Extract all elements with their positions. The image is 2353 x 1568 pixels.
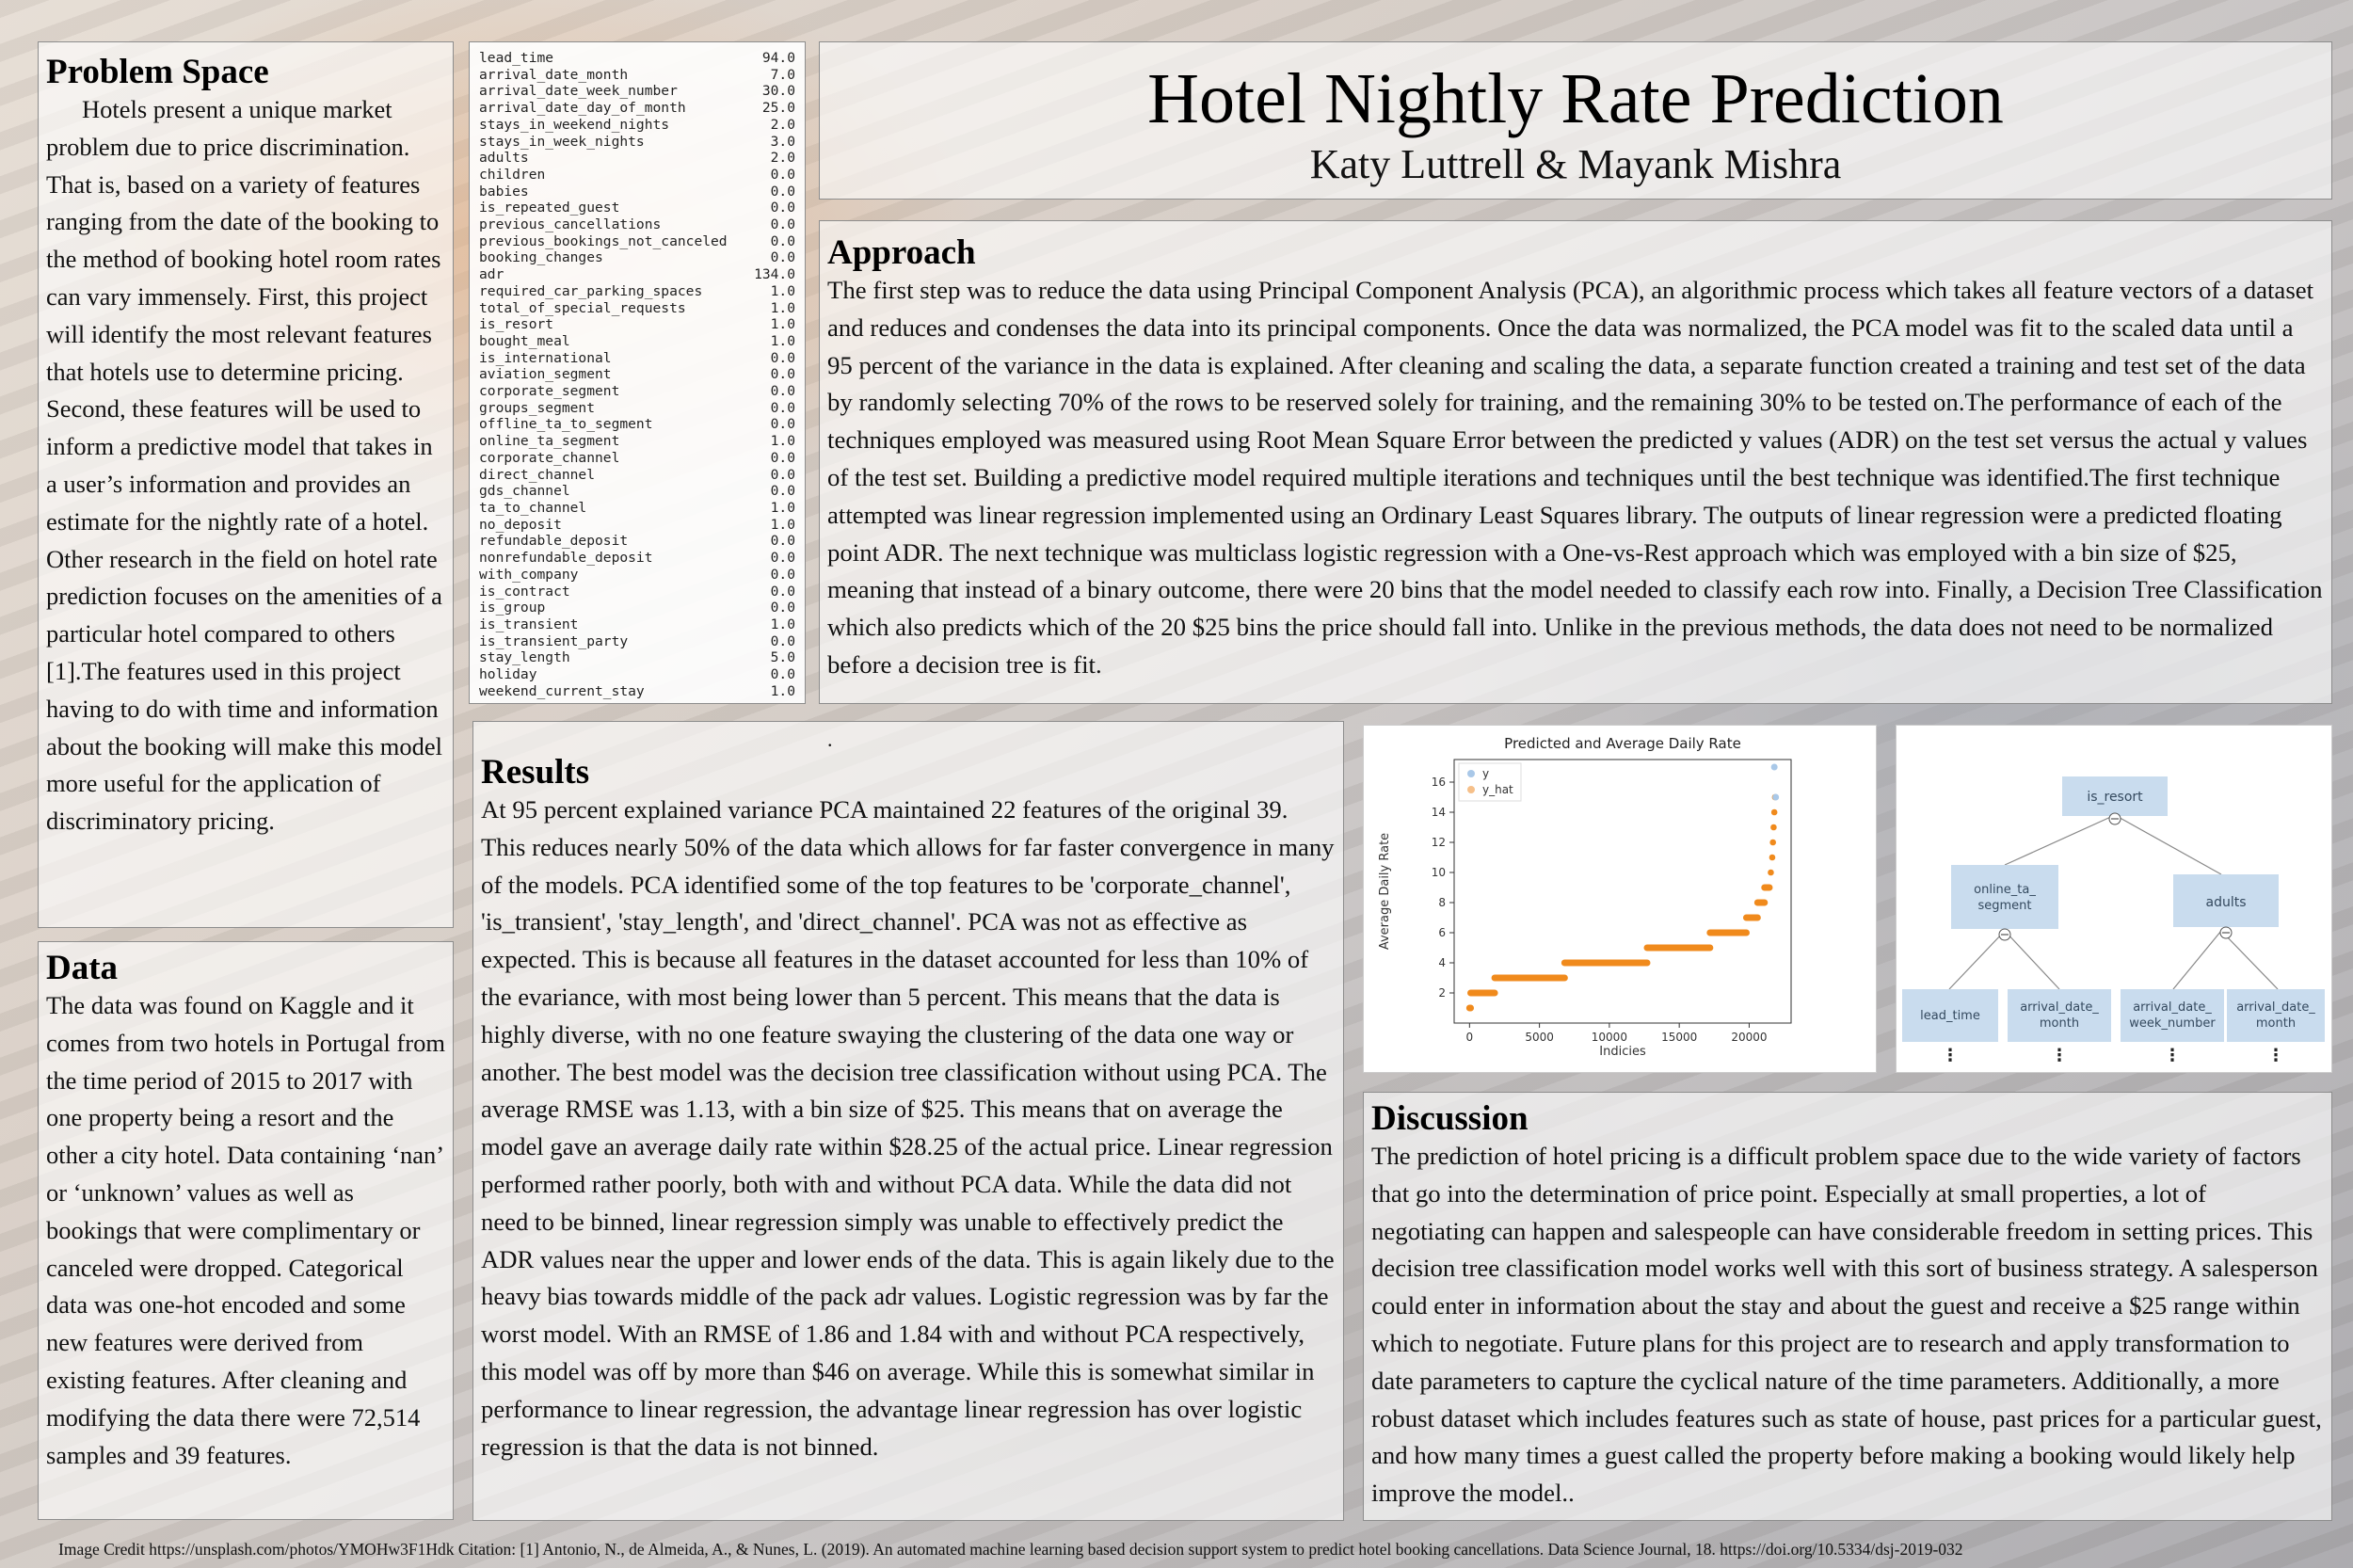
- feature-value: 0.0: [770, 216, 795, 233]
- feature-name: babies: [479, 183, 529, 200]
- feature-row: [479, 266, 795, 283]
- decision-tree-panel: [1896, 725, 2332, 1073]
- feature-row: [479, 683, 795, 700]
- tree-continuation-mark: ⋮: [2164, 1046, 2181, 1065]
- feature-name: adults: [479, 150, 529, 167]
- x-tick-label: 5000: [1525, 1031, 1554, 1044]
- feature-name: refundable_deposit: [479, 533, 629, 550]
- feature-row: [479, 600, 795, 616]
- legend-marker-yhat: [1467, 786, 1475, 793]
- feature-value: 0.0: [770, 166, 795, 183]
- feature-value: 1.0: [770, 516, 795, 533]
- feature-name: direct_channel: [479, 466, 596, 483]
- feature-row: [479, 517, 795, 534]
- yhat-point: [1769, 855, 1776, 861]
- feature-name: ta_to_channel: [479, 499, 587, 516]
- feature-row: [479, 249, 795, 266]
- results-heading: Results: [481, 753, 590, 792]
- feature-name: previous_cancellations: [479, 216, 662, 233]
- feature-value: 1.0: [770, 332, 795, 349]
- discussion-panel: [1363, 1092, 2332, 1521]
- yhat-point: [1768, 870, 1774, 876]
- feature-row: [479, 333, 795, 350]
- feature-name: is_contract: [479, 583, 570, 600]
- feature-row: [479, 649, 795, 666]
- feature-value: 0.0: [770, 632, 795, 649]
- feature-row: [479, 117, 795, 134]
- feature-value: 0.0: [770, 600, 795, 616]
- adr-chart: [1364, 726, 1876, 1072]
- feature-value: 0.0: [770, 183, 795, 200]
- feature-row: [479, 184, 795, 200]
- feature-name: weekend_current_stay: [479, 682, 645, 699]
- tree-leaf-label: arrival_date_ month: [2236, 1000, 2315, 1031]
- y-tick-label: 6: [1438, 926, 1446, 939]
- feature-name: lead_time: [479, 50, 554, 66]
- tree-node-left: [1951, 865, 2058, 929]
- approach-text: The first step was to reduce the data using Principal Component Analysis (PCA), an algorithmic process which takes all feature vectors of a dataset and reduces and condenses the data into its principal components. Once the data was normalized, the PCA model was fit to the scaled data until a 95 percent of the variance in the data is explained. After cleaning and scaling the data, a separate function created a training and test set of the data by randomly selecting 70% of the rows to be reserved solely for training, and the remaining 30% to be tested on.The performance of each of the techniques employed was measured using Root Mean Square Error between the predicted y values (ADR) on the test set versus the actual y values of the test set. Building a predictive model required multiple iterations and techniques until the best technique was identified.The first technique attempted was linear regression implemented using an Ordinary Least Squares library. The outputs of linear regression were a predicted floating point ADR. The next technique was multiclass logistic regression with a One-vs-Rest approach which was employed with a bin size of $25, meaning that instead of a binary outcome, there were 20 bins that the model needed to classify each row into. Finally, a Decision Tree Classification which also predicts which of the 20 $25 bins the price should fall into. Unlike in the previous methods, the data does not need to be normalized before a decision tree is fit.: [827, 276, 2323, 679]
- problem-space-text: Hotels present a unique market problem due to price discrimination. That is, based on a variety of features ranging from the date of the booking to the method of booking hotel room rates can vary immensely. First, this project will identify the most relevant features that hotels use to determine pricing. Second, these features will be used to inform a predictive model that takes in a user’s information and provides an estimate for the nightly rate of a hotel. Other research in the field on hotel rate prediction focuses on the amenities of a particular hotel compared to others [1].The features used in this project having to do with time and information about the booking will make this model more useful for the application of discriminatory pricing.: [46, 95, 442, 836]
- feature-value: 1.0: [770, 282, 795, 299]
- feature-value: 0.0: [770, 200, 795, 216]
- feature-value: 0.0: [770, 383, 795, 400]
- feature-value: 0.0: [770, 416, 795, 433]
- feature-row: [479, 433, 795, 450]
- feature-name: arrival_date_week_number: [479, 83, 678, 100]
- feature-value: 1.0: [770, 499, 795, 516]
- feature-name: is_transient: [479, 616, 579, 632]
- feature-value: 25.0: [761, 100, 795, 117]
- poster-authors: Katy Luttrell & Mayank Mishra: [1309, 141, 1842, 187]
- feature-value: 1.0: [770, 299, 795, 316]
- x-tick-label: 15000: [1661, 1031, 1698, 1044]
- tree-left-label: online_ta_ segment: [1974, 883, 2036, 913]
- feature-value: 0.0: [770, 483, 795, 500]
- feature-name: arrival_date_day_of_month: [479, 100, 686, 117]
- approach-panel: [819, 220, 2332, 704]
- tree-right-label: adults: [2205, 895, 2247, 910]
- discussion-text: The prediction of hotel pricing is a difficult problem space due to the wide variety of factors that go into the determination of price point. Especially at small properties, a lot of negotiating can happen and salespeople can have considerable freedom in setting prices. This decision tree classification model works well with this sort of business strategy. A salesperson could enter in information about the stay and about the guest and receive a $25 range within which to negotiate. Future plans for this project are to research and apply transformation to date parameters to capture the cyclical nature of the time parameters. Additionally, a more robust dataset which includes features such as state of house, past prices for a particular guest, and how many times a guest called the property before making a booking would likely help improve the model..: [1371, 1142, 2322, 1508]
- feature-value: 2.0: [770, 116, 795, 133]
- yhat-point: [1769, 840, 1776, 846]
- results-panel: [472, 721, 1344, 1521]
- feature-row: [479, 167, 795, 184]
- yhat-point: [1771, 809, 1778, 816]
- y-tick-label: 10: [1431, 866, 1446, 879]
- feature-value: 0.0: [770, 249, 795, 266]
- chart-xlabel: Indicies: [1599, 1045, 1646, 1059]
- tree-leaf-node: [2121, 989, 2224, 1042]
- feature-row: [479, 100, 795, 117]
- x-tick-label: 10000: [1591, 1031, 1627, 1044]
- feature-row: [479, 633, 795, 650]
- feature-row: [479, 383, 795, 400]
- legend-marker-y: [1467, 770, 1475, 777]
- data-text: The data was found on Kaggle and it comes from two hotels in Portugal from the time period of 2015 to 2017 with one property being a resort and the other a city hotel. Data containing ‘nan’ or ‘unknown’ values as well as bookings that were complimentary or canceled were dropped. Categorical data was one-hot encoded and some new features were derived from existing features. After cleaning and modifying the data there were 72,514 samples and 39 features.: [46, 991, 445, 1469]
- feature-row: [479, 150, 795, 167]
- results-text: At 95 percent explained variance PCA maintained 22 features of the original 39. This reduces nearly 50% of the data which allows for far faster convergence in many of the models. PCA identified some of the top features to be 'corporate_channel', 'is_transient', 'stay_length', and 'direct_channel'. PCA was not as effective as expected. This is because all features in the dataset accounted for less than 10% of the evariance, with most being lower than 5 percent. This means that the data is highly diverse, with no one feature swaying the clustering of the data one way or another. The best model was the decision tree classification without using PCA. The average RMSE was 1.13, with a bin size of $25. This means that on average the model gave an average daily rate within $28.25 of the actual price. Linear regression performed rather poorly, both with and without PCA data. While the data did not need to be binned, linear regression simply was unable to effectively predict the ADR values near the upper and lower ends of the data. This is again likely due to the heavy bias towards middle of the pack adr values. Logistic regression was by far the worst model. With an RMSE of 1.86 and 1.84 with and without PCA respectively, this model was off by more than $46 on average. While this is somewhat similar in performance to linear regression, the advantage linear regression has over logistic regression is that the data is not binned.: [481, 795, 1335, 1461]
- feature-row: [479, 366, 795, 383]
- feature-name: stay_length: [479, 649, 570, 666]
- feature-value: 0.0: [770, 566, 795, 583]
- feature-value: 7.0: [770, 66, 795, 83]
- tree-leaf-label: lead_time: [1920, 1009, 1980, 1023]
- feature-row: [479, 533, 795, 550]
- feature-name: online_ta_segment: [479, 433, 620, 450]
- y-tick-label: 12: [1431, 836, 1446, 849]
- feature-name: stays_in_week_nights: [479, 133, 645, 150]
- feature-row: [479, 67, 795, 84]
- y-tick-label: 8: [1438, 896, 1446, 909]
- feature-name: is_international: [479, 349, 612, 366]
- x-tick-label: 20000: [1731, 1031, 1768, 1044]
- feature-value: 1.0: [770, 316, 795, 333]
- y-tick-label: 16: [1431, 776, 1446, 789]
- title-panel: [819, 41, 2332, 200]
- feature-row: [479, 483, 795, 500]
- feature-name: bought_meal: [479, 332, 570, 349]
- feature-value: 0.0: [770, 349, 795, 366]
- feature-row: [479, 400, 795, 417]
- feature-name: no_deposit: [479, 516, 562, 533]
- feature-row: [479, 500, 795, 517]
- feature-row: [479, 567, 795, 584]
- chart-title: Predicted and Average Daily Rate: [1504, 735, 1741, 752]
- feature-row: [479, 283, 795, 300]
- feature-name: children: [479, 166, 546, 183]
- feature-name: gds_channel: [479, 483, 570, 500]
- y-point: [1771, 764, 1778, 771]
- feature-row: [479, 550, 795, 567]
- legend-label-y: y: [1482, 767, 1490, 780]
- x-tick-label: 0: [1465, 1031, 1474, 1044]
- feature-name: nonrefundable_deposit: [479, 550, 653, 567]
- y-tick-label: 2: [1438, 986, 1446, 1000]
- feature-value: 0.0: [770, 550, 795, 567]
- chart-panel: [1363, 725, 1877, 1073]
- feature-row: [479, 416, 795, 433]
- feature-name: holiday: [479, 666, 537, 683]
- y-tick-label: 14: [1431, 806, 1446, 819]
- feature-value: 0.0: [770, 583, 795, 600]
- feature-row: [479, 134, 795, 151]
- discussion-heading: Discussion: [1371, 1099, 1529, 1138]
- tree-continuation-mark: ⋮: [1942, 1046, 1959, 1065]
- yhat-point: [1770, 824, 1777, 831]
- legend-label-yhat: y_hat: [1482, 783, 1513, 796]
- data-heading: Data: [46, 949, 119, 987]
- feature-name: is_resort: [479, 316, 554, 333]
- chart-ylabel: Average Daily Rate: [1378, 832, 1392, 951]
- y-tick-label: 4: [1438, 956, 1446, 969]
- feature-table: [469, 41, 806, 704]
- decision-tree-diagram: [1897, 726, 2331, 1072]
- problem-space-panel: [38, 41, 454, 928]
- feature-name: groups_segment: [479, 399, 596, 416]
- feature-name: adr: [479, 266, 504, 283]
- feature-row: [479, 300, 795, 317]
- feature-value: 94.0: [761, 50, 795, 66]
- feature-name: is_repeated_guest: [479, 200, 620, 216]
- feature-row: [479, 233, 795, 250]
- poster-title: Hotel Nightly Rate Prediction: [1147, 59, 2004, 138]
- feature-name: with_company: [479, 566, 579, 583]
- feature-name: corporate_segment: [479, 383, 620, 400]
- problem-space-heading: Problem Space: [46, 53, 269, 91]
- feature-row: [479, 450, 795, 467]
- feature-name: previous_bookings_not_canceled: [479, 232, 728, 249]
- feature-value: 0.0: [770, 466, 795, 483]
- y-point: [1772, 794, 1779, 801]
- feature-value: 0.0: [770, 399, 795, 416]
- tree-continuation-mark: ⋮: [2267, 1046, 2284, 1065]
- feature-name: booking_changes: [479, 249, 603, 266]
- feature-value: 0.0: [770, 232, 795, 249]
- tree-leaf-node: [2008, 989, 2111, 1042]
- feature-row: [479, 83, 795, 100]
- tree-leaf-label: arrival_date_ week_number: [2129, 1000, 2216, 1031]
- feature-value: 5.0: [770, 649, 795, 666]
- feature-value: 30.0: [761, 83, 795, 100]
- feature-row: [479, 50, 795, 67]
- feature-row: [479, 316, 795, 333]
- feature-row: [479, 350, 795, 367]
- feature-value: 0.0: [770, 366, 795, 383]
- approach-heading: Approach: [827, 233, 976, 272]
- results-dot: .: [827, 728, 833, 751]
- feature-value: 0.0: [770, 666, 795, 683]
- feature-value: 134.0: [754, 266, 795, 283]
- feature-row: [479, 216, 795, 233]
- tree-continuation-mark: ⋮: [2051, 1046, 2068, 1065]
- feature-row: [479, 200, 795, 216]
- feature-row: [479, 584, 795, 600]
- feature-value: 1.0: [770, 433, 795, 450]
- credits-line: Image Credit https://unsplash.com/photos/YMOHw3F1Hdk Citation: [1] Antonio, N., de Almeida, A., & Nunes, L. (2019). An automated machine learning based decision support system to predict hotel booking cancellations. Data Science Journal, 18. https://doi.org/10.5334/dsj-2019-032: [58, 1540, 1963, 1559]
- feature-name: required_car_parking_spaces: [479, 282, 703, 299]
- data-panel: [38, 941, 454, 1520]
- feature-row: [479, 467, 795, 484]
- feature-name: total_of_special_requests: [479, 299, 686, 316]
- feature-value: 1.0: [770, 682, 795, 699]
- tree-leaf-node: [2227, 989, 2325, 1042]
- feature-name: offline_ta_to_segment: [479, 416, 653, 433]
- feature-value: 1.0: [770, 616, 795, 632]
- feature-name: is_transient_party: [479, 632, 629, 649]
- tree-leaf-label: arrival_date_ month: [2020, 1000, 2099, 1031]
- feature-row: [479, 666, 795, 683]
- feature-name: stays_in_weekend_nights: [479, 116, 670, 133]
- feature-name: corporate_channel: [479, 449, 620, 466]
- feature-row: [479, 616, 795, 633]
- feature-name: is_group: [479, 600, 546, 616]
- feature-value: 0.0: [770, 449, 795, 466]
- feature-name: aviation_segment: [479, 366, 612, 383]
- feature-value: 0.0: [770, 533, 795, 550]
- feature-value: 3.0: [770, 133, 795, 150]
- feature-name: arrival_date_month: [479, 66, 629, 83]
- tree-root-label: is_resort: [2087, 790, 2143, 805]
- feature-value: 2.0: [770, 150, 795, 167]
